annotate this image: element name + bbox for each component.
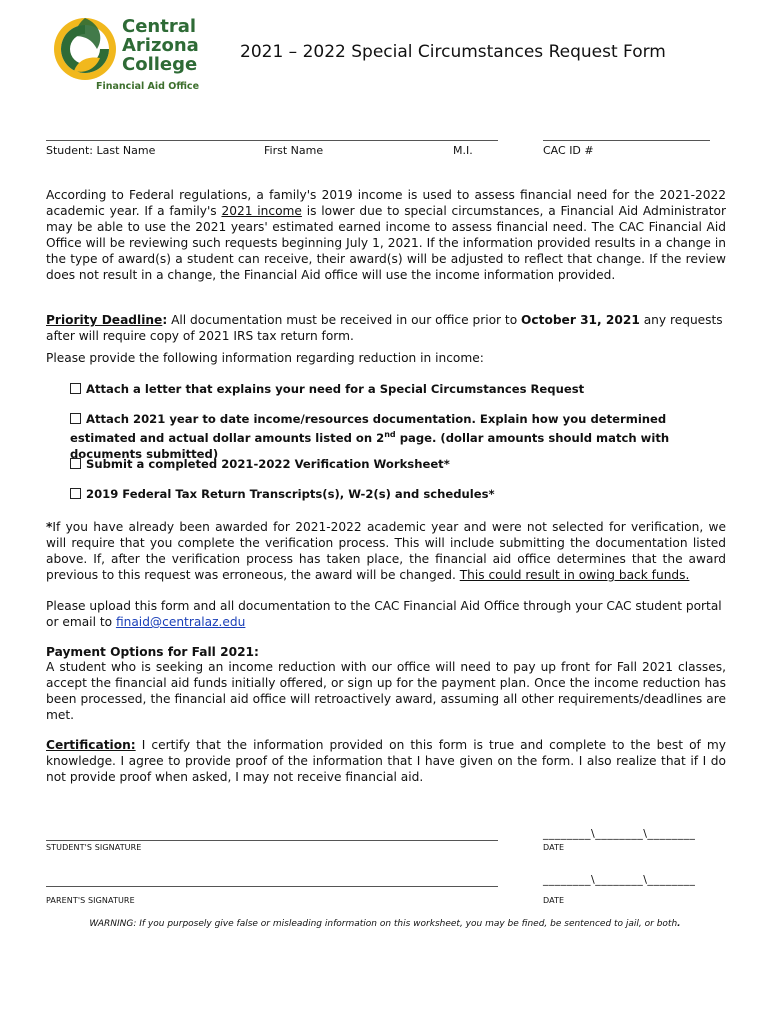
intro-text-2: is lower due to special circumstances, a Financial Aid Administrator may be able to use the 2021 years' estimated earned income to assess financial need. The CAC Financial Aid Office will be reviewing such requests beginning July 1, 2021. If the information provided results in a change in the type of award(s) a student can receive, their award(s) will be adjusted to reflect that change. If the review does not result in a change, the Financial Aid office will use the income information provided. (46, 204, 726, 282)
checklist-item-verification[interactable] (70, 456, 450, 472)
deadline-date: October 31, 2021 (521, 313, 640, 327)
checkbox-icon[interactable] (70, 488, 81, 499)
checklist-item-income-docs[interactable] (70, 411, 720, 462)
parent-date-line[interactable]: ________\________\________ (543, 873, 696, 886)
note-text: If you have already been awarded for 2021-2022 academic year and were not selected for verification, we will require that you complete the verification process. This will include submitting the documentation listed above. If, after the verification process has taken place, the financial aid office determines that the award previous to this request was erroneous, the award will be changed. (46, 520, 726, 582)
cac-id-line[interactable] (543, 140, 710, 141)
instructions: Please provide the following information regarding reduction in income: (46, 351, 484, 365)
cac-id-label: CAC ID # (543, 144, 594, 157)
certification-label: Certification: (46, 738, 136, 752)
office-name: Financial Aid Office (96, 81, 200, 92)
form-title: 2021 – 2022 Special Circumstances Request Form (240, 42, 666, 62)
verification-note (46, 519, 726, 583)
warning-text (0, 919, 770, 929)
checkbox-icon[interactable] (70, 383, 81, 394)
student-date-label: DATE (543, 843, 565, 852)
note-underlined: This could result in owing back funds. (459, 568, 690, 582)
note-star: * (46, 520, 53, 534)
parent-signature-label: PARENT'S SIGNATURE (46, 896, 135, 905)
intro-text-1: According to Federal regulations, a family's 2019 income is used to assess financial need for the 2021-2022 academic year. If a family's (46, 188, 726, 218)
student-signature-label: STUDENT'S SIGNATURE (46, 843, 142, 852)
parent-date-label: DATE (543, 896, 565, 905)
deadline-text-1: All documentation must be received in our office prior to (167, 313, 522, 327)
checklist-item-tax-transcripts-label: 2019 Federal Tax Return Transcripts(s), W-2(s) and schedules* (86, 487, 495, 501)
deadline-colon: : (162, 313, 168, 327)
deadline-text-2: any requests after will require copy of 2021 IRS tax return form. (46, 313, 723, 343)
deadline-paragraph (46, 312, 726, 344)
first-name-label: First Name (264, 144, 324, 157)
checklist-item-verification-label: Submit a completed 2021-2022 Verification Worksheet* (86, 457, 450, 471)
payment-paragraph: A student who is seeking an income reduction with our office will need to pay up front for Fall 2021 classes, accept the financial aid funds initially offered, or sign up for the payment plan. Once the income reduction has been processed, the financial aid office will retroactively award, assuming all other requirements/deadlines are met. (46, 660, 726, 722)
college-logo (52, 12, 212, 88)
parent-signature-line[interactable] (46, 886, 498, 887)
last-name-label: Student: Last Name (46, 144, 156, 157)
certification-text: I certify that the information provided on this form is true and complete to the best of my knowledge. I agree to provide proof of the information that I have given on the form. I also realize that if I do not provide proof when asked, I may not receive financial aid. (46, 738, 726, 784)
intro-paragraph (46, 187, 726, 283)
warning-body: WARNING: If you purposely give false or misleading information on this worksheet, you may be fined, be sentenced to jail, or both (89, 919, 678, 929)
logo-text-line1: Central (122, 16, 197, 37)
upload-text: Please upload this form and all documentation to the CAC Financial Aid Office through your CAC student portal or email to (46, 599, 722, 629)
checklist-item-income-docs-label-2: page. (dollar amounts should match with documents submitted) (70, 430, 670, 461)
middle-initial-label: M.I. (453, 144, 473, 157)
cac-logo-icon (52, 16, 118, 82)
checklist-item-letter-label: Attach a letter that explains your need for a Special Circumstances Request (86, 382, 585, 396)
intro-underlined: 2021 income (221, 204, 302, 218)
checklist-item-income-docs-label-1: Attach 2021 year to date income/resources documentation. Explain how you determined estimated and actual dollar amounts listed on 2 (70, 412, 667, 445)
certification-paragraph (46, 737, 726, 785)
superscript-nd: nd (384, 430, 396, 439)
checkbox-icon[interactable] (70, 413, 81, 424)
email-link[interactable]: finaid@centralaz.edu (115, 615, 246, 629)
logo-text-line3: College (122, 54, 198, 75)
checklist-item-tax-transcripts[interactable] (70, 486, 495, 502)
upload-paragraph (46, 598, 726, 630)
student-date-line[interactable]: ________\________\________ (543, 827, 696, 840)
warning-period: . (677, 919, 681, 929)
checkbox-icon[interactable] (70, 458, 81, 469)
student-name-line[interactable] (46, 140, 498, 141)
student-signature-line[interactable] (46, 840, 498, 841)
checklist-item-letter[interactable] (70, 381, 584, 397)
payment-heading: Payment Options for Fall 2021: (46, 645, 259, 659)
deadline-label: Priority Deadline (46, 313, 163, 327)
logo-text-line2: Arizona (122, 35, 199, 56)
